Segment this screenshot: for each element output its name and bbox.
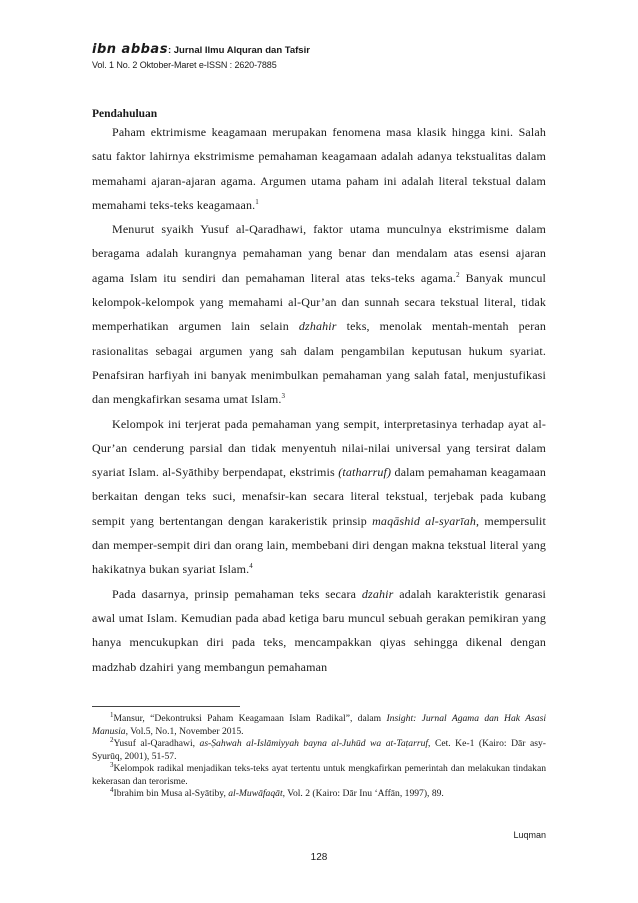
text-run: Banyak muncul kelompok-kelompok yang memahami al-Qur’an dan sunnah secara tekstual literal, tidak memperhatikan argumen lain selain <box>92 270 546 334</box>
text-run: Pada dasarnya, prinsip pemahaman teks secara <box>112 586 362 601</box>
text-run: Yusuf al-Qaradhawi, <box>113 738 200 749</box>
italic-title: al-Muwāfaqāt <box>228 788 283 799</box>
footnote-divider <box>92 706 240 707</box>
text-run: Kelompok ini terjerat pada pemahaman yang sempit, interpretasinya terhadap ayat al-Qur’an cenderung parsial dan tidak menyentuh nilai-nilai universal yang tersirat dalam syariat Islam. al-Syāthiby berpendapat, ekstrimis <box>92 416 546 480</box>
footnote-4 <box>92 785 546 801</box>
footnote-number: 4 <box>110 785 114 794</box>
journal-name: : Jurnal Ilmu Alquran dan Tafsir <box>167 45 310 56</box>
paragraph-1 <box>92 120 546 217</box>
journal-logo: ibn abbas <box>92 42 168 57</box>
paragraph-4 <box>92 582 546 679</box>
footnote-2 <box>92 735 546 763</box>
text-run: Kelompok radikal menjadikan teks-teks ayat tertentu untuk mengkafirkan pemerintah dan melakukan tindakan kekerasan dan terorisme. <box>92 763 546 787</box>
italic-term: dzhahir <box>298 319 337 334</box>
text-run: dalam pemahaman keagamaan berkaitan dengan teks suci, menafsir-kan secara literal tekstual, terjebak pada kubang sempit yang bertentangan dengan karakeristik prinsip <box>92 465 546 528</box>
body-text <box>92 120 546 679</box>
text-run: Menurut syaikh Yusuf al-Qaradhawi, faktor utama munculnya ekstrimisme dalam beragama adalah kurangnya pemahaman yang benar dan mendalam atas esensi ajaran agama Islam itu sendiri dan pemahaman literal atas teks-teks agama. <box>92 222 546 285</box>
text-run: , Vol. 2 (Kairo: Dār Inu ‘Affān, 1997), 89. <box>282 788 444 799</box>
text-run: Mansur, “Dekontruksi Paham Keagamaan Islam Radikal”, dalam <box>113 713 387 724</box>
text-run: Ibrahim bin Musa al-Syātiby, <box>113 788 229 799</box>
italic-term: dzahir <box>361 586 394 601</box>
text-run: , Vol.5, No.1, November 2015. <box>125 725 244 737</box>
footnote-ref: 3 <box>281 392 286 401</box>
footnote-number: 1 <box>110 710 114 719</box>
footnote-ref: 4 <box>249 562 253 571</box>
paragraph-3 <box>92 412 546 582</box>
journal-title-line <box>92 40 310 58</box>
footer-author: Luqman <box>513 830 546 840</box>
footnote-number: 3 <box>110 760 114 769</box>
text-run: teks, menolak mentah-mentah peran rasionalitas sebagai argumen yang sah dalam pengambilan keputusan hukum syariat. Penafsiran harfiyah ini banyak menimbulkan pemahaman yang salah fatal, menjustufikasi dan mengkafirkan sesama umat Islam. <box>92 319 546 407</box>
volume-issn: Vol. 1 No. 2 Oktober-Maret e-ISSN : 2620-7885 <box>92 60 277 70</box>
footnote-1 <box>92 710 546 738</box>
text-run: Paham ektrimisme keagamaan merupakan fenomena masa klasik hingga kini. Salah satu faktor lahirnya ekstrimisme pemahaman keagamaan adalah adanya tekstualitas dalam memahami ajaran-ajaran agama. Argumen utama paham ini adalah literal tekstual dalam memahami teks-teks keagamaan. <box>92 125 546 212</box>
footnote-number: 2 <box>110 735 114 744</box>
page-number: 128 <box>310 852 328 863</box>
italic-term: (tatharruf) <box>338 465 392 480</box>
footnotes <box>92 710 546 801</box>
footnote-3 <box>92 760 546 788</box>
italic-term: maqāshid al-syarīah <box>372 513 476 528</box>
text-run: , mempersulit dan memper-sempit diri dan orang lain, membebani diri dengan makna tekstual literal yang hakikatnya bukan syariat Islam. <box>92 513 546 577</box>
footnote-ref: 1 <box>255 197 259 206</box>
running-header <box>92 40 310 70</box>
italic-title: Insight: Jurnal Agama dan Hak Asasi Manusia <box>92 713 546 737</box>
footnote-ref: 2 <box>456 270 460 279</box>
section-title: Pendahuluan <box>92 108 158 120</box>
paragraph-2 <box>92 217 546 411</box>
text-run: , Cet. Ke-1 (Kairo: Dār asy-Syurūq, 2001), 51-57. <box>92 738 546 762</box>
text-run: adalah karakteristik genarasi awal umat Islam. Kemudian pada abad ketiga baru muncul sebuah gerakan pemikiran yang hanya mencukupkan diri pada teks, mencampakkan qiyas sehingga dikenal dengan madzhab dzahiri yang membangun pemahaman <box>92 586 546 674</box>
italic-title: as-Ṣahwah al-Islāmiyyah bayna al-Juhūd wa at-Taṭarruf <box>199 738 429 749</box>
